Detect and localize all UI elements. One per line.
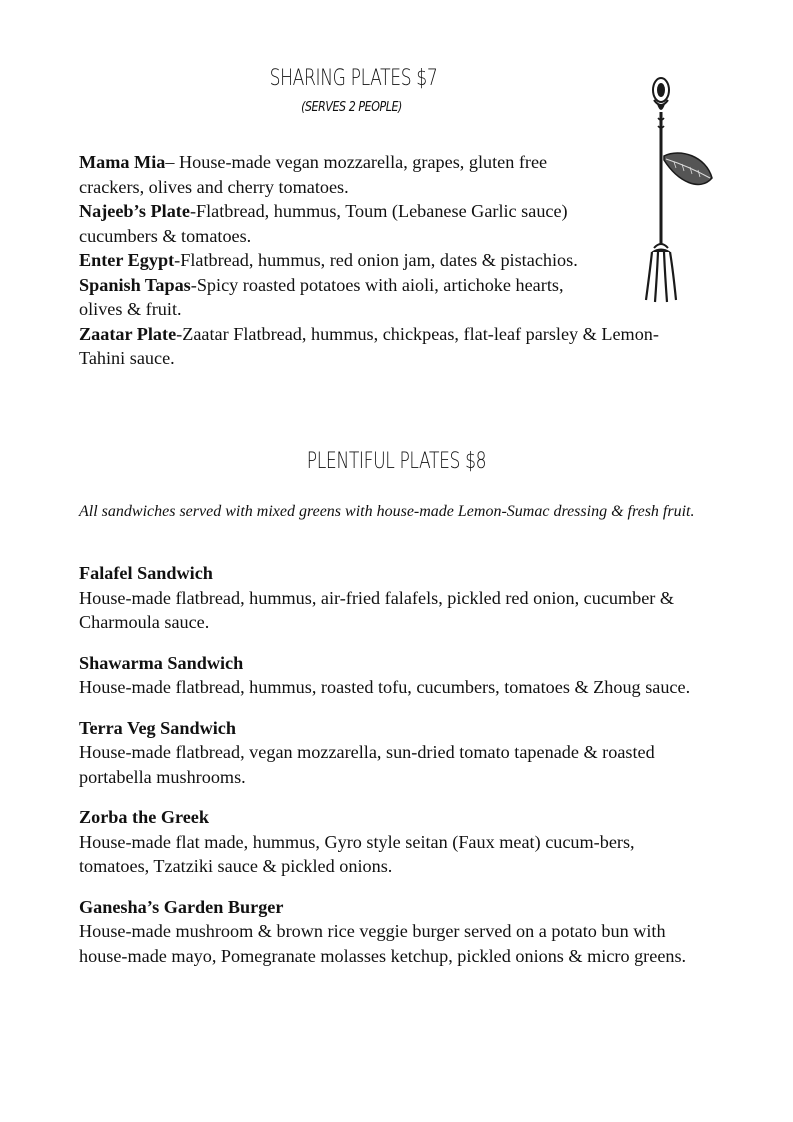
item-description: House-made flatbread, hummus, air-fried falafels, pickled red onion, cucumber & Charmoula sauce. <box>79 587 675 632</box>
item-name: Zaatar Plate <box>79 323 177 344</box>
plentiful-plates-list <box>79 561 699 984</box>
item-description: Flatbread, hummus, Toum (Lebanese Garlic sauce) cucumbers & tomatoes. <box>79 201 568 246</box>
list-item <box>79 273 599 322</box>
item-description: House-made flatbread, hummus, roasted tofu, cucumbers, tomatoes & Zhoug sauce. <box>79 677 691 697</box>
item-description: Spicy roasted potatoes with aioli, artichoke hearts, olives & fruit. <box>79 274 564 319</box>
item-separator: - <box>176 323 183 344</box>
fork-with-leaf-icon <box>628 70 728 310</box>
item-description: House-made mushroom & brown rice veggie burger served on a potato bun with house-made mayo, Pomegranate molasses ketchup, pickled onions & micro greens. <box>79 921 687 966</box>
item-name: Shawarma Sandwich <box>79 652 244 673</box>
item-description: House-made flatbread, vegan mozzarella, sun-dried tomato tapenade & roasted portabella mushrooms. <box>79 742 655 787</box>
item-name: Terra Veg Sandwich <box>79 717 236 738</box>
list-item <box>79 895 699 969</box>
list-item <box>79 150 599 199</box>
item-name: Ganesha’s Garden Burger <box>79 896 284 917</box>
list-item <box>79 716 699 790</box>
item-description: House-made flat made, hummus, Gyro style seitan (Faux meat) cucum-bers, tomatoes, Tzatziki sauce & pickled onions. <box>79 831 635 876</box>
list-item <box>79 248 599 273</box>
item-description: Flatbread, hummus, red onion jam, dates & pistachios. <box>180 250 578 270</box>
list-item <box>79 199 599 248</box>
item-separator: – <box>165 152 180 172</box>
item-separator: - <box>174 250 181 270</box>
item-name: Falafel Sandwich <box>79 563 213 583</box>
sharing-plates-title: SHARING PLATES $7 <box>269 66 438 91</box>
item-description: House-made vegan mozzarella, grapes, gluten free crackers, olives and cherry tomatoes. <box>79 152 548 197</box>
list-item <box>79 805 699 879</box>
list-item <box>79 322 699 371</box>
item-separator: - <box>189 201 196 221</box>
item-name: Najeeb’s Plate <box>79 201 190 221</box>
item-name: Zorba the Greek <box>79 807 209 827</box>
list-item <box>79 561 699 635</box>
plentiful-plates-title: PLENTIFUL PLATES $8 <box>306 449 487 474</box>
sharing-plates-subtitle: (SERVES 2 PEOPLE) <box>301 100 402 115</box>
item-separator: - <box>190 274 197 295</box>
item-name: Spanish Tapas <box>79 274 191 295</box>
item-name: Enter Egypt <box>79 250 175 270</box>
item-name: Mama Mia <box>79 152 166 172</box>
list-item <box>79 651 699 700</box>
sharing-plates-list <box>79 150 659 371</box>
sandwich-note: All sandwiches served with mixed greens with house-made Lemon-Sumac dressing & fresh fruit. <box>79 503 695 520</box>
item-description: Zaatar Flatbread, hummus, chickpeas, flat-leaf parsley & Lemon-Tahini sauce. <box>79 323 659 368</box>
